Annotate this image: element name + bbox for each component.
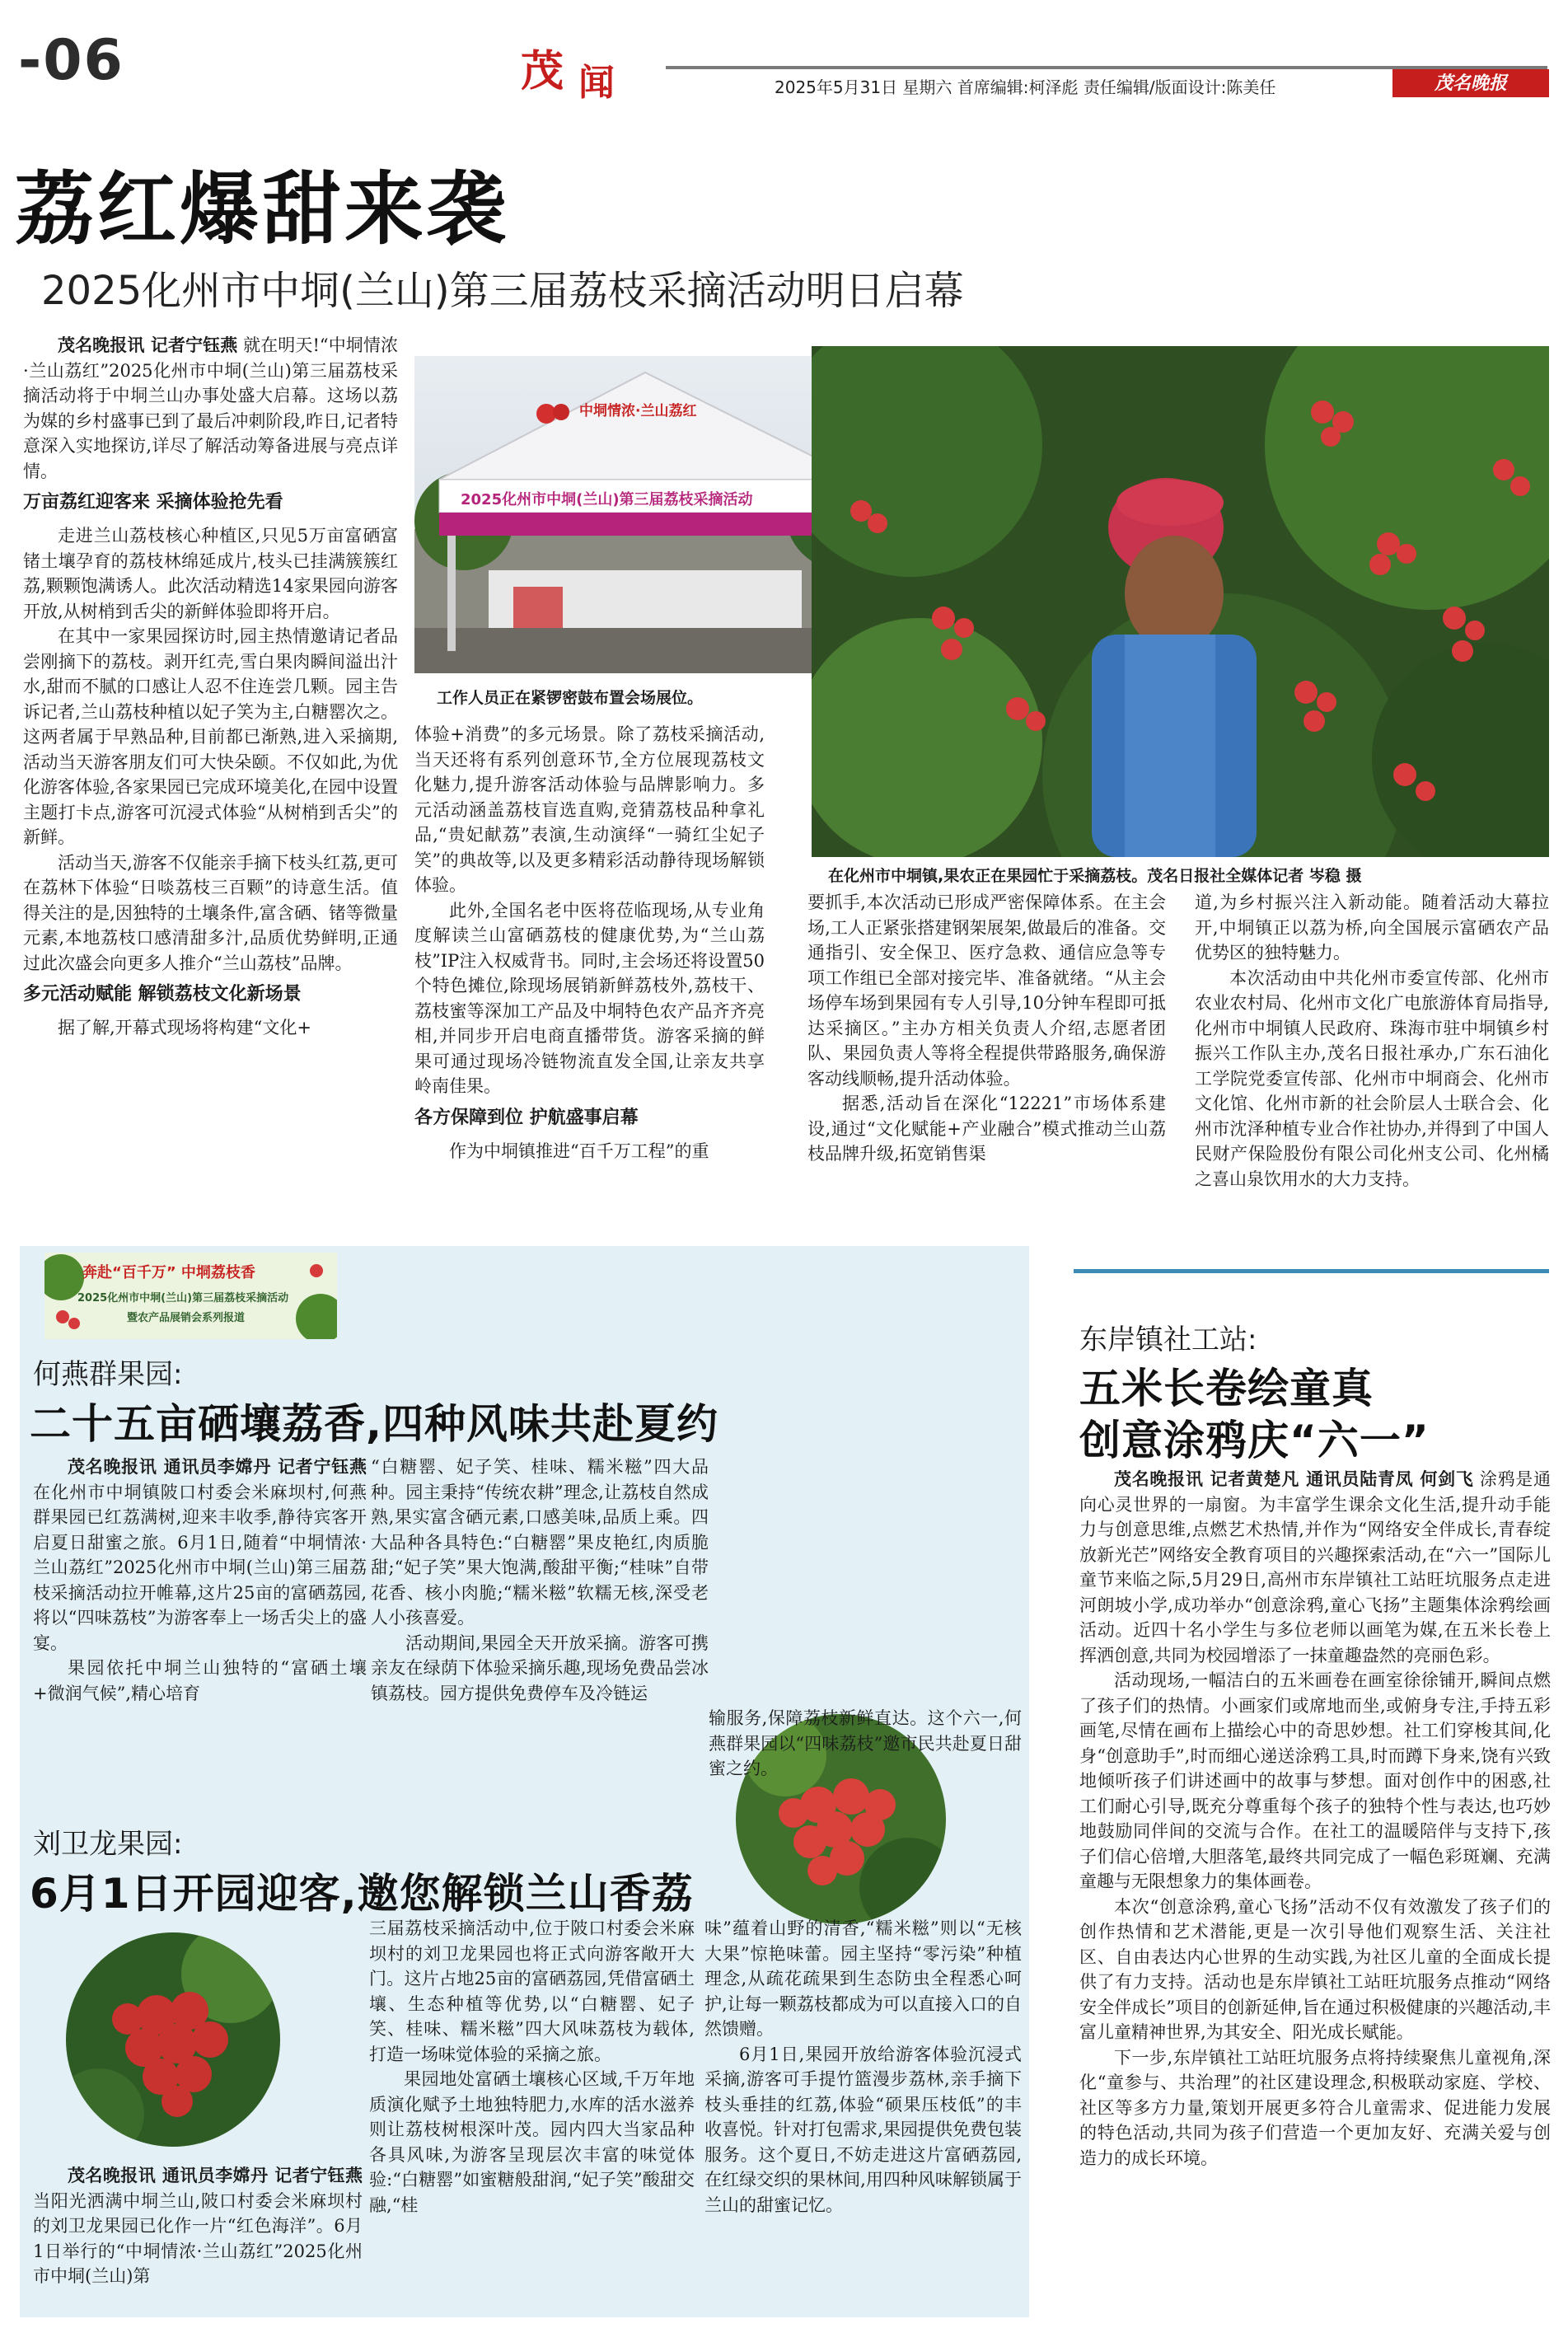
- paragraph-text: 作为中垌镇推进“百千万工程”的重: [449, 1141, 709, 1161]
- paragraph: [371, 1631, 709, 1707]
- side-story-body: [1079, 1467, 1551, 2316]
- banner-line-2: 2025化州市中垌(兰山)第三届荔枝采摘活动: [77, 1292, 289, 1305]
- lead-column-4: [1195, 890, 1549, 1249]
- paragraph-text: 当阳光洒满中垌兰山,陂口村委会米麻坝村的刘卫龙果园已化作一片“红色海洋”。6月1日举行的“中垌情浓·兰山荔红”2025化州市中垌(兰山)第: [33, 2190, 363, 2286]
- masthead-logo: 茂名晚报: [1392, 69, 1549, 97]
- paragraph: [704, 2042, 1022, 2218]
- paragraph-text: 下一步,东岸镇社工站旺坑服务点将持续聚焦儿童视角,深化“童参与、共治理”的社区建设理念,积极联动家庭、学校、社区等多方力量,策划开展更多符合儿童需求、促进能力发展的特色活动,共同为孩子们营造一个更加友好、充满关爱与创造力的成长环境。: [1079, 2047, 1551, 2168]
- section-logo: [521, 36, 656, 104]
- paragraph-text: 道,为乡村振兴注入新动能。随着活动大幕拉开,中垌镇正以荔为桥,向全国展示富硒农产品优势区的独特魅力。: [1195, 892, 1549, 963]
- paragraph: [23, 1015, 398, 1041]
- paragraph: [704, 1916, 1022, 2042]
- paragraph-text: 体验+消费”的多元场景。除了荔枝采摘活动,当天还将有系列创意环节,全方位展现荔枝文化魅力,提升游客活动体验与品牌影响力。多元活动涵盖荔枝盲选直购,竞猜荔枝品种拿礼品,“贵妃献荔”表演,生动演绎“一骑红尘妃子笑”的典故等,以及更多精彩活动静待现场解锁体验。: [414, 724, 765, 895]
- header-info-line: 2025年5月31日 星期六 首席编辑:柯泽彪 责任编辑/版面设计:陈美任: [775, 77, 1276, 97]
- subheading: 各方保障到位 护航盛事启幕: [414, 1107, 639, 1128]
- section-char-1: 茂: [521, 46, 564, 96]
- paragraph-text: 据了解,开幕式现场将构建“文化+: [58, 1018, 312, 1038]
- story2-column-3: [704, 1916, 1022, 2316]
- photo-farmer: [812, 346, 1549, 857]
- tent-banner-subtitle: 2025化州市中垌(兰山)第三届荔枝采摘活动: [461, 491, 753, 508]
- paragraph-text: 涂鸦是通向心灵世界的一扇窗。为丰富学生课余文化生活,提升动手能力与创意思维,点燃艺术热情,并作为“网络安全伴成长,青春绽放新光芒”网络安全教育项目的兴趣探索活动,在“六一”国际儿童节来临之际,5月29日,高州市东岸镇社工站旺坑服务点走进河朗坡小学,成功举办“创意涂鸦,童心飞扬”主题集体涂鸦绘画活动。近四十名小学生与多位老师以画笔为媒,在五米长卷上挥洒创意,共同为校园增添了一抹童趣盎然的亮丽色彩。: [1079, 1469, 1551, 1665]
- paragraph: [414, 722, 765, 898]
- paragraph-text: 就在明天!“中垌情浓·兰山荔红”2025化州市中垌(兰山)第三届荔枝采摘活动将于中垌兰山办事处盛大启幕。这场以荔为媒的乡村盛事已到了最后冲刺阶段,昨日,记者特意深入实地探访,详尽了解活动筹备进展与亮点详情。: [23, 335, 398, 481]
- paragraph: [33, 1656, 367, 1706]
- story1-column-1: [33, 1454, 367, 1817]
- paragraph-text: 活动现场,一幅洁白的五米画卷在画室徐徐铺开,瞬间点燃了孩子们的热情。小画家们或席地而坐,或俯身专注,手持五彩画笔,尽情在画布上描绘心中的奇思妙想。社工们穿梭其间,化身“创意助手”,时而细心递送涂鸦工具,时而蹲下身来,饶有兴致地倾听孩子们讲述画中的故事与梦想。面对创作中的困惑,社工们耐心引导,既充分尊重每个孩子的独特个性与表达,也巧妙地鼓励同伴间的交流与合作。在社工的温暖陪伴与支持下,孩子们信心倍增,大胆落笔,最终共同完成了一幅色彩斑斓、充满童趣与无限想象力的集体画卷。: [1079, 1670, 1551, 1891]
- paragraph-text: 果园地处富硒土壤核心区域,千万年地质演化赋予土地独特肥力,水库的活水滋养则让荔枝树根深叶茂。园内四大当家品种各具风味,为游客呈现层次丰富的味觉体验:“白糖罂”如蜜糖般甜润,“妃子笑”酸甜交融,“桂: [369, 2069, 695, 2215]
- paragraph-text: 6月1日,果园开放给游客体验沉浸式采摘,游客可手提竹篮漫步荔林,亲手摘下枝头垂挂的红荔,体验“硕果压枝低”的丰收喜悦。针对打包需求,果园提供免费包装服务。这个夏日,不妨走进这片富硒荔园,在红绿交织的果林间,用四种风味解锁属于兰山的甜蜜记忆。: [704, 2044, 1022, 2215]
- paragraph: [414, 898, 765, 1099]
- paragraph: [23, 333, 398, 484]
- paragraph: [1079, 2045, 1551, 2171]
- story1-kicker: 何燕群果园:: [33, 1358, 183, 1391]
- paragraph: [23, 624, 398, 850]
- lead-column-1: [23, 333, 398, 1252]
- story1-headline: 二十五亩硒壤荔香,四种风味共赴夏约: [30, 1400, 718, 1448]
- lead-headline: 荔红爆甜来袭: [15, 163, 509, 255]
- banner-line-1: 奔赴“百千万” 中垌荔枝香: [82, 1264, 255, 1281]
- paragraph: [1079, 1895, 1551, 2045]
- feature-banner: [44, 1253, 337, 1339]
- paragraph: [709, 1706, 1022, 1782]
- paragraph-text: 三届荔枝采摘活动中,位于陂口村委会米麻坝村的刘卫龙果园也将正式向游客敞开大门。这片占地25亩的富硒荔园,凭借富硒土壤、生态种植等优势,以“白糖罂、妃子笑、桂味、糯米糍”四大风味荔枝为载体,打造一场味觉体验的采摘之旅。: [369, 1918, 695, 2064]
- byline: 茂名晚报讯 记者宁钰燕: [58, 335, 238, 355]
- subheading: 多元活动赋能 解锁荔枝文化新场景: [23, 984, 302, 1005]
- story2-kicker: 刘卫龙果园:: [33, 1828, 183, 1861]
- tent-banner-title: 中垌情浓·兰山荔红: [579, 403, 697, 419]
- paragraph-text: 本次“创意涂鸦,童心飞扬”活动不仅有效激发了孩子们的创作热情和艺术潜能,更是一次引导他们观察生活、关注社区、自由表达内心世界的生动实践,为社区儿童的全面成长提供了有力支持。活动也是东岸镇社工站旺坑服务点推动“网络安全伴成长”项目的创新延伸,旨在通过积极健康的兴趣活动,丰富儿童精神世界,为其安全、阳光成长赋能。: [1079, 1896, 1551, 2042]
- lead-column-2: [414, 722, 765, 1249]
- byline: 茂名晚报讯 记者黄楚凡 通讯员陆青凤 何剑飞: [1114, 1469, 1474, 1489]
- paragraph: [1079, 1668, 1551, 1895]
- paragraph: [23, 850, 398, 977]
- lead-column-3: [807, 890, 1166, 1249]
- paragraph-text: 要抓手,本次活动已形成严密保障体系。在主会场,工人正紧张搭建钢架展架,做最后的准备。交通指引、安全保卫、医疗急救、通信应急等专项工作组已全部对接完毕、准备就绪。“从主会场停车场到果园有专人引导,10分钟车程即可抵达采摘区。”主办方相关负责人介绍,志愿者团队、果园负责人等将全程提供带路服务,确保游客动线顺畅,提升活动体验。: [807, 892, 1166, 1089]
- paragraph-text: “白糖罂、妃子笑、桂味、糯米糍”四大品种。园主秉持“传统农耕”理念,让荔枝自然成熟,果实富含硒元素,口感美味,品质上乘。四大品种各具特色:“白糖罂”果皮艳红,肉质脆甜;“妃子笑”果大饱满,酸甜平衡;“桂味”自带花香、核小肉脆;“糯米糍”软糯无核,深受老人小孩喜爱。: [371, 1457, 709, 1628]
- paragraph: [23, 523, 398, 624]
- paragraph-text: 活动期间,果园全天开放采摘。游客可携亲友在绿荫下体验采摘乐趣,现场免费品尝冰镇荔枝。园方提供免费停车及冷链运: [371, 1632, 709, 1703]
- paragraph-text: 此外,全国名老中医将莅临现场,从专业角度解读兰山富硒荔枝的健康优势,为“兰山荔枝”IP注入权威背书。同时,主会场还将设置50个特色摊位,除现场展销新鲜荔枝外,荔枝干、荔枝蜜等深加工产品及中垌特色农产品齐齐亮相,并同步开启电商直播带货。游客采摘的鲜果可通过现场冷链物流直发全国,让亲友共享岭南佳果。: [414, 900, 765, 1096]
- paragraph-text: 果园依托中垌兰山独特的“富硒土壤+微润气候”,精心培育: [33, 1658, 367, 1703]
- paragraph-text: 据悉,活动旨在深化“12221”市场体系建设,通过“文化赋能+产业融合”模式推动兰山荔枝品牌升级,拓宽销售渠: [807, 1094, 1166, 1164]
- paragraph-text: 在其中一家果园探访时,园主热情邀请记者品尝刚摘下的荔枝。剥开红壳,雪白果肉瞬间溢出汁水,甜而不腻的口感让人忍不住连尝几颗。园主告诉记者,兰山荔枝种植以妃子笑为主,白糖罂次之。这两者属于早熟品种,目前都已渐熟,进入采摘期,活动当天游客朋友们可大快朵颐。不仅如此,为优化游客体验,各家果园已完成环境美化,在园中设置主题打卡点,游客可沉浸式体验“从树梢到舌尖”的新鲜。: [23, 626, 398, 847]
- story2-column-1: [33, 2163, 363, 2316]
- paragraph: [1079, 1467, 1551, 1668]
- paragraph: [1195, 890, 1549, 966]
- paragraph: [33, 1454, 367, 1656]
- side-story-kicker: 东岸镇社工站:: [1079, 1323, 1257, 1356]
- paragraph: [369, 1916, 695, 2067]
- section-char-2: 闻: [578, 62, 615, 104]
- paragraph: [414, 1139, 765, 1164]
- photo-lychee-cluster-2: [66, 1932, 280, 2147]
- photo-tent: [414, 356, 876, 673]
- paragraph: [371, 1454, 709, 1631]
- side-story-headline-1: 五米长卷绘童真: [1079, 1365, 1374, 1412]
- paragraph-text: 本次活动由中共化州市委宣传部、化州市农业农村局、化州市文化广电旅游体育局指导,化州市中垌镇人民政府、珠海市驻中垌镇乡村振兴工作队主办,茂名日报社承办,广东石油化工学院党委宣传部、化州市中垌商会、化州市文化馆、化州市新的社会阶层人士联合会、化州市沈泽种植专业合作社协办,并得到了中国人民财产保险股份有限公司化州支公司、化州橘之喜山泉饮用水的大力支持。: [1195, 967, 1549, 1189]
- side-story-rule: [1074, 1269, 1549, 1273]
- paragraph: [1195, 966, 1549, 1192]
- paragraph: [369, 2067, 695, 2218]
- photo-farmer-caption: 在化州市中垌镇,果农正在果园忙于采摘荔枝。茂名日报社全媒体记者 岑稳 摄: [828, 867, 1362, 885]
- byline: 茂名晚报讯 通讯员李嫦丹 记者宁钰燕: [68, 1457, 367, 1477]
- paragraph-text: 走进兰山荔枝核心种植区,只见5万亩富硒富锗土壤孕育的荔枝林绵延成片,枝头已挂满簇簇红荔,颗颗饱满诱人。此次活动精选14家果园向游客开放,从树梢到舌尖的新鲜体验即将开启。: [23, 526, 398, 621]
- paragraph-text: 活动当天,游客不仅能亲手摘下枝头红荔,更可在荔林下体验“日啖荔枝三百颗”的诗意生活。值得关注的是,因独特的土壤条件,富含硒、锗等微量元素,本地荔枝口感清甜多汁,品质优势鲜明,正通过此次盛会向更多人推介“兰山荔枝”品牌。: [23, 852, 398, 973]
- banner-line-3: 暨农产品展销会系列报道: [127, 1312, 246, 1324]
- story2-column-2: [369, 1916, 695, 2316]
- byline: 茂名晚报讯 通讯员李嫦丹 记者宁钰燕: [68, 2166, 363, 2185]
- paragraph: [807, 1091, 1166, 1167]
- story1-column-3: [709, 1706, 1022, 1821]
- subheading: 万亩荔红迎客来 采摘体验抢先看: [23, 492, 283, 513]
- photo-tent-caption: 工作人员正在紧锣密鼓布置会场展位。: [437, 689, 704, 707]
- page-number: -06: [18, 28, 124, 93]
- paragraph-text: 输服务,保障荔枝新鲜直达。这个六一,何燕群果园以“四味荔枝”邀市民共赴夏日甜蜜之约。: [709, 1708, 1022, 1778]
- story1-column-2: [371, 1454, 709, 1817]
- paragraph: [807, 890, 1166, 1091]
- story2-headline: 6月1日开园迎客,邀您解锁兰山香荔: [30, 1870, 694, 1918]
- lead-subheadline: 2025化州市中垌(兰山)第三届荔枝采摘活动明日启幕: [41, 268, 964, 314]
- paragraph-text: 在化州市中垌镇陂口村委会米麻坝村,何燕群果园已红荔满树,迎来丰收季,静待宾客开启夏日甜蜜之旅。6月1日,随着“中垌情浓·兰山荔红”2025化州市中垌(兰山)第三届荔枝采摘活动拉开帷幕,这片25亩的富硒荔园,将以“四味荔枝”为游客奉上一场舌尖上的盛宴。: [33, 1482, 367, 1653]
- paragraph: [33, 2163, 363, 2289]
- side-story-headline-2: 创意涂鸦庆“六一”: [1079, 1417, 1430, 1464]
- paragraph-text: 味”蕴着山野的清香,“糯米糍”则以“无核大果”惊艳味蕾。园主坚持“零污染”种植理念,从疏花疏果到生态防虫全程悉心呵护,让每一颗荔枝都成为可以直接入口的自然馈赠。: [704, 1918, 1022, 2039]
